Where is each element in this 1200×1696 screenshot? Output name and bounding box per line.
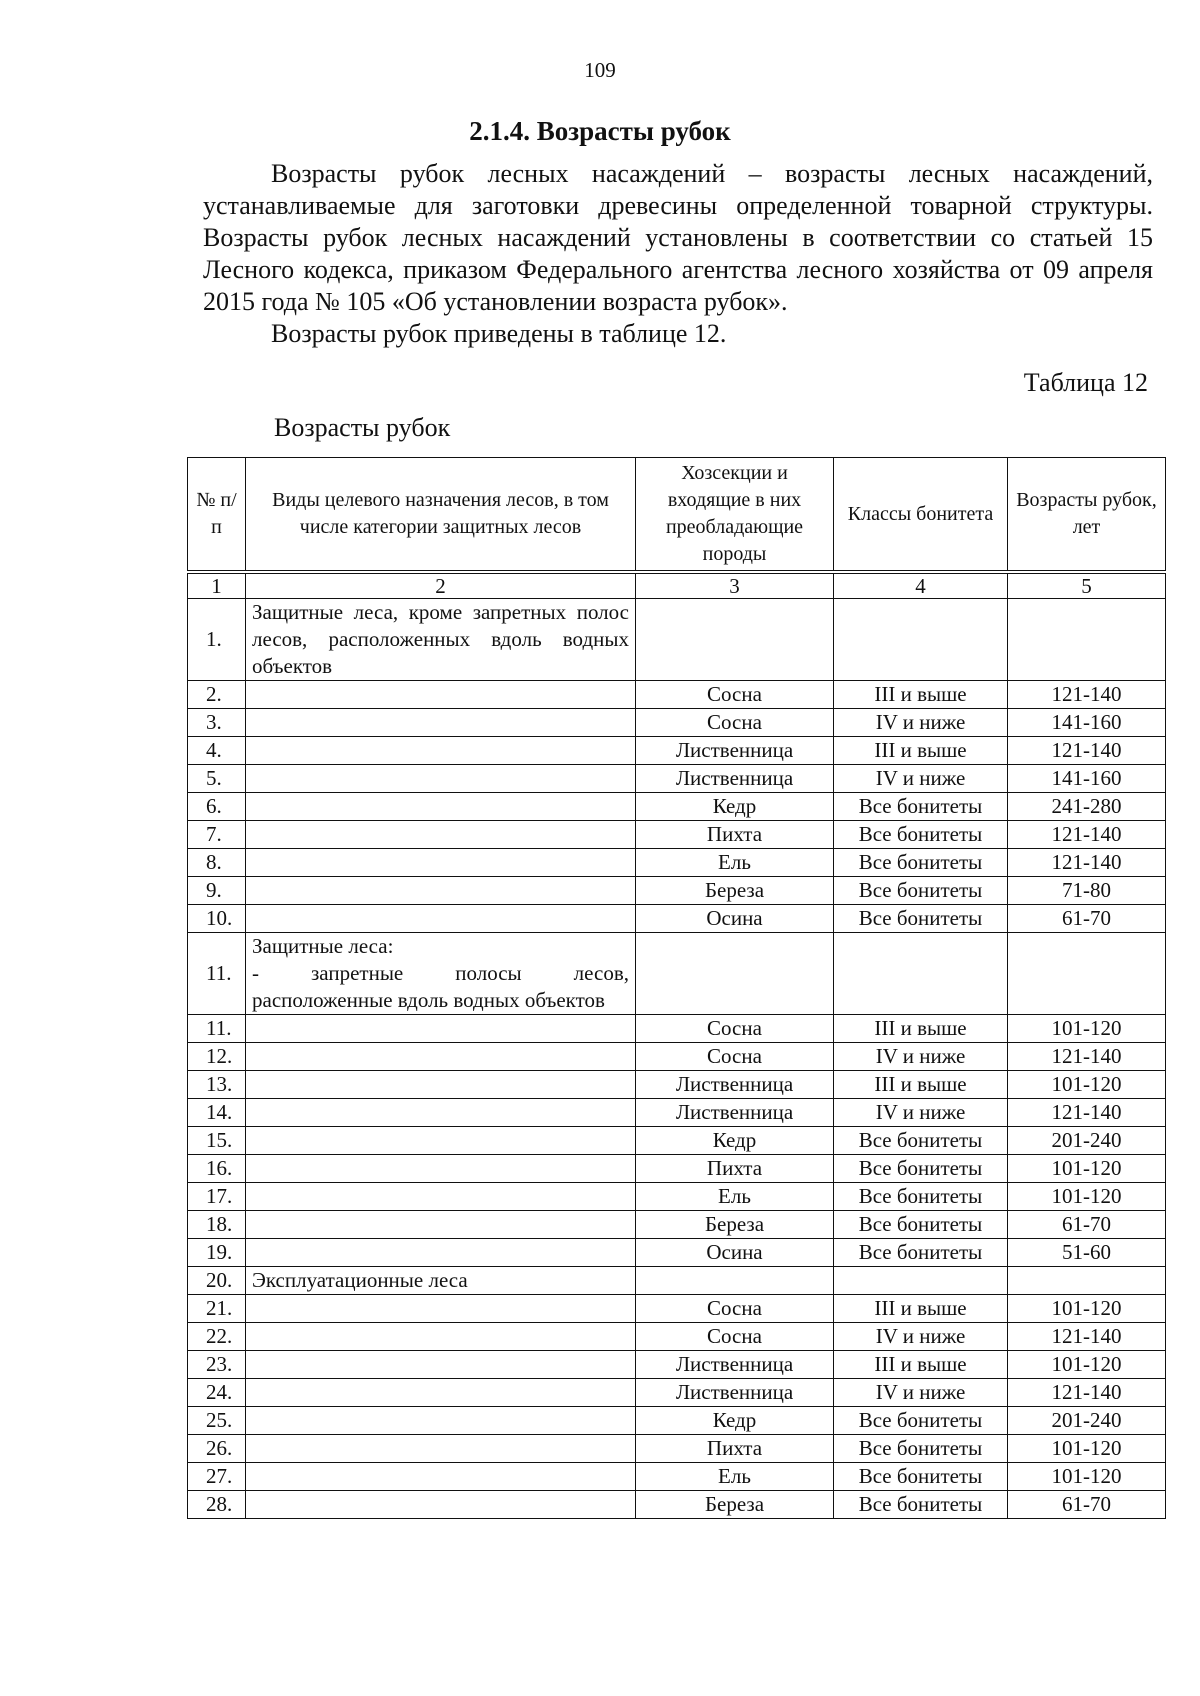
table-row: [188, 877, 1166, 905]
row-purpose: [246, 1351, 636, 1379]
table-row: [188, 681, 1166, 709]
table-row: [188, 1435, 1166, 1463]
row-purpose: Защитные леса: - запретные полосы лесов, расположенные вдоль водных объектов: [246, 933, 636, 1015]
table-number: Таблица 12: [1023, 368, 1148, 397]
row-age: 121-140: [1008, 681, 1166, 709]
row-species: Сосна: [636, 1323, 834, 1351]
table-row: [188, 1155, 1166, 1183]
row-species: Пихта: [636, 821, 834, 849]
row-species: [636, 933, 834, 1015]
row-species: [636, 1267, 834, 1295]
table-row: [188, 1491, 1166, 1519]
row-purpose: [246, 1099, 636, 1127]
row-purpose: [246, 1323, 636, 1351]
row-bonitet: Все бонитеты: [834, 849, 1008, 877]
row-bonitet: Все бонитеты: [834, 1491, 1008, 1519]
row-species: Пихта: [636, 1435, 834, 1463]
row-species: Береза: [636, 1211, 834, 1239]
section-heading: 2.1.4. Возрасты рубок: [469, 116, 731, 146]
row-bonitet: IV и ниже: [834, 709, 1008, 737]
body-text: [203, 158, 1153, 350]
row-number: 27.: [188, 1463, 246, 1491]
row-purpose: [246, 793, 636, 821]
row-number: 10.: [188, 905, 246, 933]
table-row: [188, 905, 1166, 933]
row-purpose: Защитные леса, кроме запретных полос лесов, расположенных вдоль водных объектов: [246, 599, 636, 681]
row-age: 101-120: [1008, 1351, 1166, 1379]
table-row: [188, 849, 1166, 877]
row-number: 16.: [188, 1155, 246, 1183]
row-bonitet: IV и ниже: [834, 1099, 1008, 1127]
row-bonitet: Все бонитеты: [834, 1155, 1008, 1183]
row-age: 101-120: [1008, 1155, 1166, 1183]
row-purpose: [246, 1407, 636, 1435]
column-number: 2: [246, 572, 636, 599]
row-species: Лиственница: [636, 737, 834, 765]
row-age: 101-120: [1008, 1015, 1166, 1043]
row-number: 23.: [188, 1351, 246, 1379]
row-bonitet: Все бонитеты: [834, 1127, 1008, 1155]
table-row: [188, 1351, 1166, 1379]
row-purpose: [246, 709, 636, 737]
table-row: [188, 1295, 1166, 1323]
row-bonitet: IV и ниже: [834, 765, 1008, 793]
row-species: Лиственница: [636, 1099, 834, 1127]
row-bonitet: [834, 933, 1008, 1015]
row-purpose: [246, 849, 636, 877]
table-row: [188, 1267, 1166, 1295]
table-row: [188, 1015, 1166, 1043]
row-bonitet: Все бонитеты: [834, 1239, 1008, 1267]
column-numbers-row: [188, 572, 1166, 599]
row-purpose: [246, 905, 636, 933]
table-row: [188, 765, 1166, 793]
row-number: 7.: [188, 821, 246, 849]
row-age: 121-140: [1008, 821, 1166, 849]
row-number: 28.: [188, 1491, 246, 1519]
row-number: 9.: [188, 877, 246, 905]
row-age: 61-70: [1008, 905, 1166, 933]
row-purpose: [246, 1463, 636, 1491]
table-row: [188, 1379, 1166, 1407]
row-species: Лиственница: [636, 1379, 834, 1407]
row-number: 20.: [188, 1267, 246, 1295]
row-purpose: [246, 737, 636, 765]
table-row: [188, 793, 1166, 821]
row-age: 101-120: [1008, 1295, 1166, 1323]
row-bonitet: Все бонитеты: [834, 1463, 1008, 1491]
row-species: Кедр: [636, 1127, 834, 1155]
table-row: [188, 1127, 1166, 1155]
row-number: 4.: [188, 737, 246, 765]
row-number: 2.: [188, 681, 246, 709]
row-age: 61-70: [1008, 1211, 1166, 1239]
row-number: 12.: [188, 1043, 246, 1071]
row-purpose: [246, 1211, 636, 1239]
column-number: 3: [636, 572, 834, 599]
row-number: 3.: [188, 709, 246, 737]
row-age: [1008, 1267, 1166, 1295]
row-species: Лиственница: [636, 1351, 834, 1379]
table-row: [188, 737, 1166, 765]
row-species: Кедр: [636, 793, 834, 821]
row-age: 51-60: [1008, 1239, 1166, 1267]
row-purpose: [246, 1015, 636, 1043]
row-age: 121-140: [1008, 1099, 1166, 1127]
row-age: 101-120: [1008, 1463, 1166, 1491]
row-bonitet: [834, 1267, 1008, 1295]
row-purpose: [246, 1127, 636, 1155]
row-species: Лиственница: [636, 765, 834, 793]
row-number: 22.: [188, 1323, 246, 1351]
header-purpose: Виды целевого назначения лесов, в том числе категории защитных лесов: [246, 458, 636, 573]
row-age: 121-140: [1008, 1043, 1166, 1071]
row-species: Лиственница: [636, 1071, 834, 1099]
row-purpose: [246, 765, 636, 793]
row-purpose: [246, 1435, 636, 1463]
header-number: № п/п: [188, 458, 246, 573]
row-species: Пихта: [636, 1155, 834, 1183]
row-number: 18.: [188, 1211, 246, 1239]
row-species: Сосна: [636, 1295, 834, 1323]
row-number: 15.: [188, 1127, 246, 1155]
row-age: 141-160: [1008, 765, 1166, 793]
row-age: 201-240: [1008, 1407, 1166, 1435]
row-age: 101-120: [1008, 1071, 1166, 1099]
row-bonitet: III и выше: [834, 1295, 1008, 1323]
row-number: 11.: [188, 933, 246, 1015]
row-purpose: [246, 877, 636, 905]
row-species: Береза: [636, 1491, 834, 1519]
table-row: [188, 1211, 1166, 1239]
row-number: 5.: [188, 765, 246, 793]
table-row: [188, 1323, 1166, 1351]
row-bonitet: Все бонитеты: [834, 793, 1008, 821]
row-species: [636, 599, 834, 681]
row-bonitet: III и выше: [834, 1351, 1008, 1379]
header-bonitet: Классы бонитета: [834, 458, 1008, 573]
row-species: Ель: [636, 849, 834, 877]
table-caption: Возрасты рубок: [274, 413, 451, 442]
row-age: 61-70: [1008, 1491, 1166, 1519]
table-body: [188, 572, 1166, 1519]
row-bonitet: Все бонитеты: [834, 1211, 1008, 1239]
column-number: 1: [188, 572, 246, 599]
table-row: [188, 1463, 1166, 1491]
row-species: Сосна: [636, 1015, 834, 1043]
row-species: Ель: [636, 1463, 834, 1491]
row-age: [1008, 599, 1166, 681]
row-number: 8.: [188, 849, 246, 877]
table-row: [188, 599, 1166, 681]
row-purpose: [246, 681, 636, 709]
row-age: 241-280: [1008, 793, 1166, 821]
table-row: [188, 709, 1166, 737]
row-purpose: [246, 1043, 636, 1071]
row-number: 24.: [188, 1379, 246, 1407]
row-bonitet: III и выше: [834, 737, 1008, 765]
row-purpose: [246, 1379, 636, 1407]
row-number: 19.: [188, 1239, 246, 1267]
row-purpose: [246, 1491, 636, 1519]
header-age: Возрасты рубок, лет: [1008, 458, 1166, 573]
row-number: 14.: [188, 1099, 246, 1127]
row-bonitet: III и выше: [834, 681, 1008, 709]
row-number: 11.: [188, 1015, 246, 1043]
row-bonitet: III и выше: [834, 1015, 1008, 1043]
row-purpose: [246, 821, 636, 849]
row-species: Сосна: [636, 681, 834, 709]
paragraph: Возрасты рубок приведены в таблице 12.: [271, 319, 727, 348]
row-bonitet: Все бонитеты: [834, 905, 1008, 933]
row-bonitet: Все бонитеты: [834, 1183, 1008, 1211]
column-number: 4: [834, 572, 1008, 599]
table-row: [188, 1183, 1166, 1211]
row-bonitet: [834, 599, 1008, 681]
table-header-row: [188, 458, 1166, 573]
row-species: Кедр: [636, 1407, 834, 1435]
row-age: 121-140: [1008, 1379, 1166, 1407]
row-species: Береза: [636, 877, 834, 905]
cutting-age-table: [187, 457, 1166, 1519]
row-age: 101-120: [1008, 1435, 1166, 1463]
table-row: [188, 1043, 1166, 1071]
table-row: [188, 1099, 1166, 1127]
row-bonitet: Все бонитеты: [834, 1435, 1008, 1463]
row-species: Осина: [636, 905, 834, 933]
row-purpose: [246, 1071, 636, 1099]
row-age: 141-160: [1008, 709, 1166, 737]
row-age: 71-80: [1008, 877, 1166, 905]
table-row: [188, 821, 1166, 849]
column-number: 5: [1008, 572, 1166, 599]
row-number: 17.: [188, 1183, 246, 1211]
row-purpose: [246, 1155, 636, 1183]
row-bonitet: IV и ниже: [834, 1043, 1008, 1071]
page-number: 109: [584, 58, 616, 82]
row-purpose: [246, 1295, 636, 1323]
row-number: 1.: [188, 599, 246, 681]
row-bonitet: Все бонитеты: [834, 1407, 1008, 1435]
row-purpose: [246, 1183, 636, 1211]
row-species: Ель: [636, 1183, 834, 1211]
row-species: Сосна: [636, 709, 834, 737]
table-row: [188, 1071, 1166, 1099]
table-row: [188, 933, 1166, 1015]
row-bonitet: IV и ниже: [834, 1379, 1008, 1407]
row-bonitet: III и выше: [834, 1071, 1008, 1099]
header-species: Хозсекции и входящие в них преобладающие породы: [636, 458, 834, 573]
row-number: 26.: [188, 1435, 246, 1463]
row-bonitet: Все бонитеты: [834, 821, 1008, 849]
row-age: [1008, 933, 1166, 1015]
row-purpose: Эксплуатационные леса: [246, 1267, 636, 1295]
row-bonitet: IV и ниже: [834, 1323, 1008, 1351]
row-age: 201-240: [1008, 1127, 1166, 1155]
row-number: 13.: [188, 1071, 246, 1099]
row-age: 101-120: [1008, 1183, 1166, 1211]
table-row: [188, 1407, 1166, 1435]
row-number: 21.: [188, 1295, 246, 1323]
row-bonitet: Все бонитеты: [834, 877, 1008, 905]
row-number: 6.: [188, 793, 246, 821]
row-age: 121-140: [1008, 1323, 1166, 1351]
row-species: Сосна: [636, 1043, 834, 1071]
row-number: 25.: [188, 1407, 246, 1435]
row-purpose: [246, 1239, 636, 1267]
paragraph: Возрасты рубок лесных насаждений – возрасты лесных насаждений, устанавливаемые для заготовки древесины определенной товарной структуры. Возрасты рубок лесных насаждений установлены в соответствии со статьей 15 Лесного кодекса, приказом Федерального агентства лесного хозяйства от 09 апреля 2015 года № 105 «Об установлении возраста рубок».: [203, 159, 1153, 316]
row-species: Осина: [636, 1239, 834, 1267]
row-age: 121-140: [1008, 849, 1166, 877]
table-row: [188, 1239, 1166, 1267]
row-age: 121-140: [1008, 737, 1166, 765]
